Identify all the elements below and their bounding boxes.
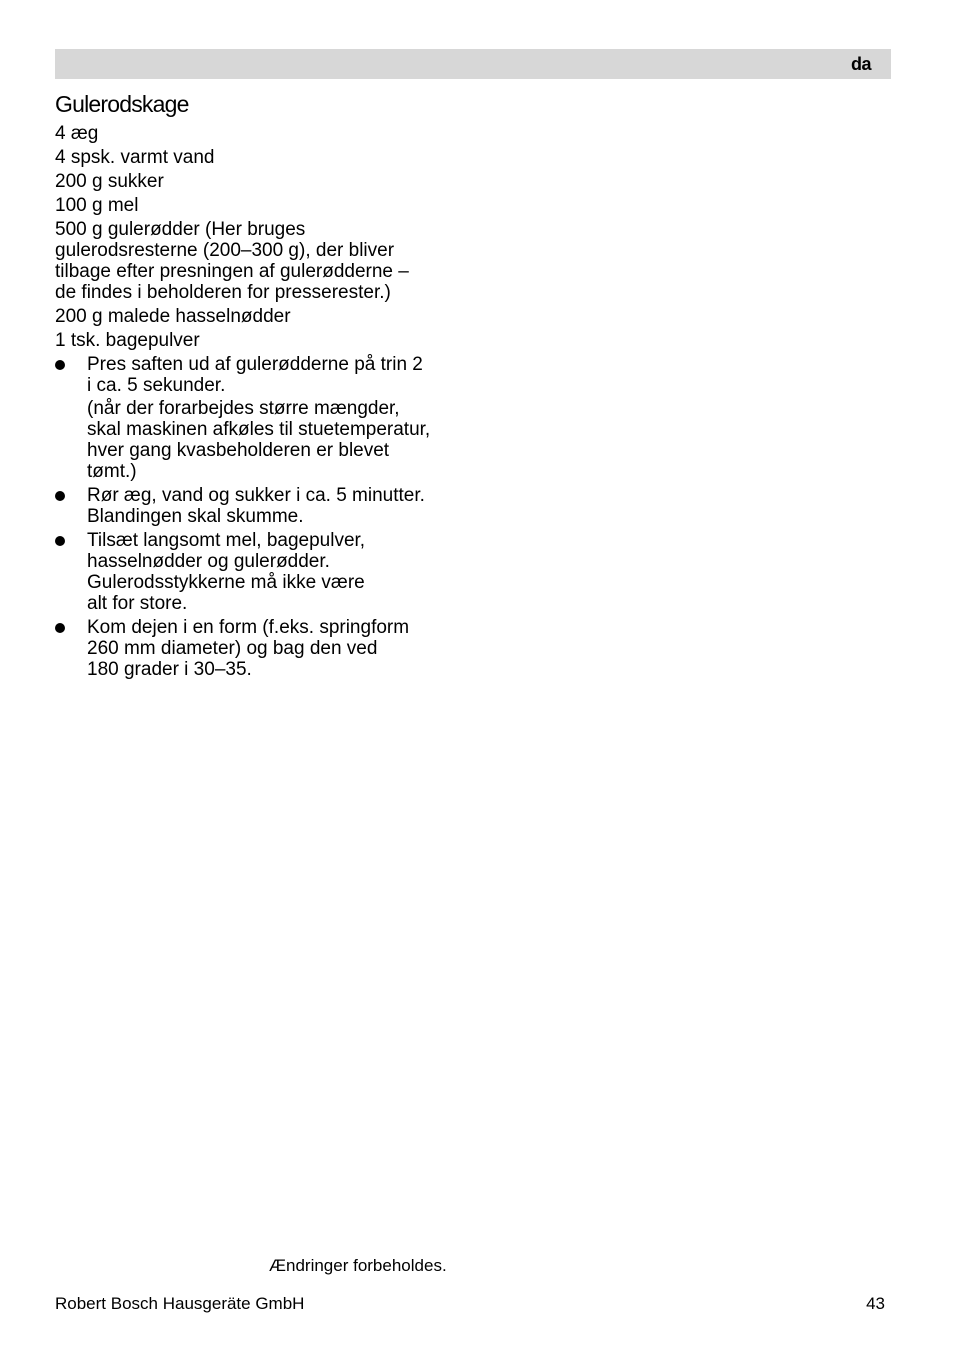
instruction-steps xyxy=(55,354,475,680)
bullet-dot-icon xyxy=(55,623,65,633)
ingredient-item: 4 æg xyxy=(55,123,99,144)
step-text: Pres saften ud af gulerødderne på trin 2 i ca. 5 sekunder. xyxy=(87,354,423,396)
instruction-step xyxy=(55,530,475,614)
instruction-step xyxy=(55,617,475,680)
step-text: Kom dejen i en form (f.eks. springform 260 mm diameter) og bag den ved 180 grader i 30–35. xyxy=(87,617,410,680)
bullet-dot-icon xyxy=(55,360,65,370)
bullet-dot-icon xyxy=(55,536,65,546)
bullet-dot-icon xyxy=(55,491,65,501)
language-code: da xyxy=(850,54,871,74)
recipe-content xyxy=(55,123,475,683)
ingredient-item: 200 g malede hasselnødder xyxy=(55,306,291,327)
step-note: (når der forarbejdes større mængder, skal maskinen afkøles til stuetemperatur, hver gang kvasbeholderen er blevet tømt.) xyxy=(87,398,431,482)
instruction-step xyxy=(55,354,475,482)
instruction-step xyxy=(55,485,475,527)
ingredient-item: 500 g gulerødder (Her bruges gulerodsresterne (200–300 g), der bliver tilbage efter presningen af gulerødderne – de findes i beholderen for presserester.) xyxy=(55,219,409,303)
language-header-bar xyxy=(55,49,891,79)
step-text: Tilsæt langsomt mel, bagepulver, hasselnødder og gulerødder. Gulerodsstykkerne må ikke være alt for store. xyxy=(87,530,366,614)
publisher-name: Robert Bosch Hausgeräte GmbH xyxy=(55,1294,305,1313)
step-text: Rør æg, vand og sukker i ca. 5 minutter. Blandingen skal skumme. xyxy=(87,485,425,527)
ingredient-item: 200 g sukker xyxy=(55,171,164,192)
ingredient-item: 100 g mel xyxy=(55,195,139,216)
ingredient-item: 4 spsk. varmt vand xyxy=(55,147,215,168)
ingredient-item: 1 tsk. bagepulver xyxy=(55,330,200,351)
disclaimer-note: Ændringer forbeholdes. xyxy=(269,1256,447,1275)
page-number: 43 xyxy=(866,1294,885,1313)
recipe-title: Gulerodskage xyxy=(55,91,189,117)
ingredient-list xyxy=(55,123,475,351)
